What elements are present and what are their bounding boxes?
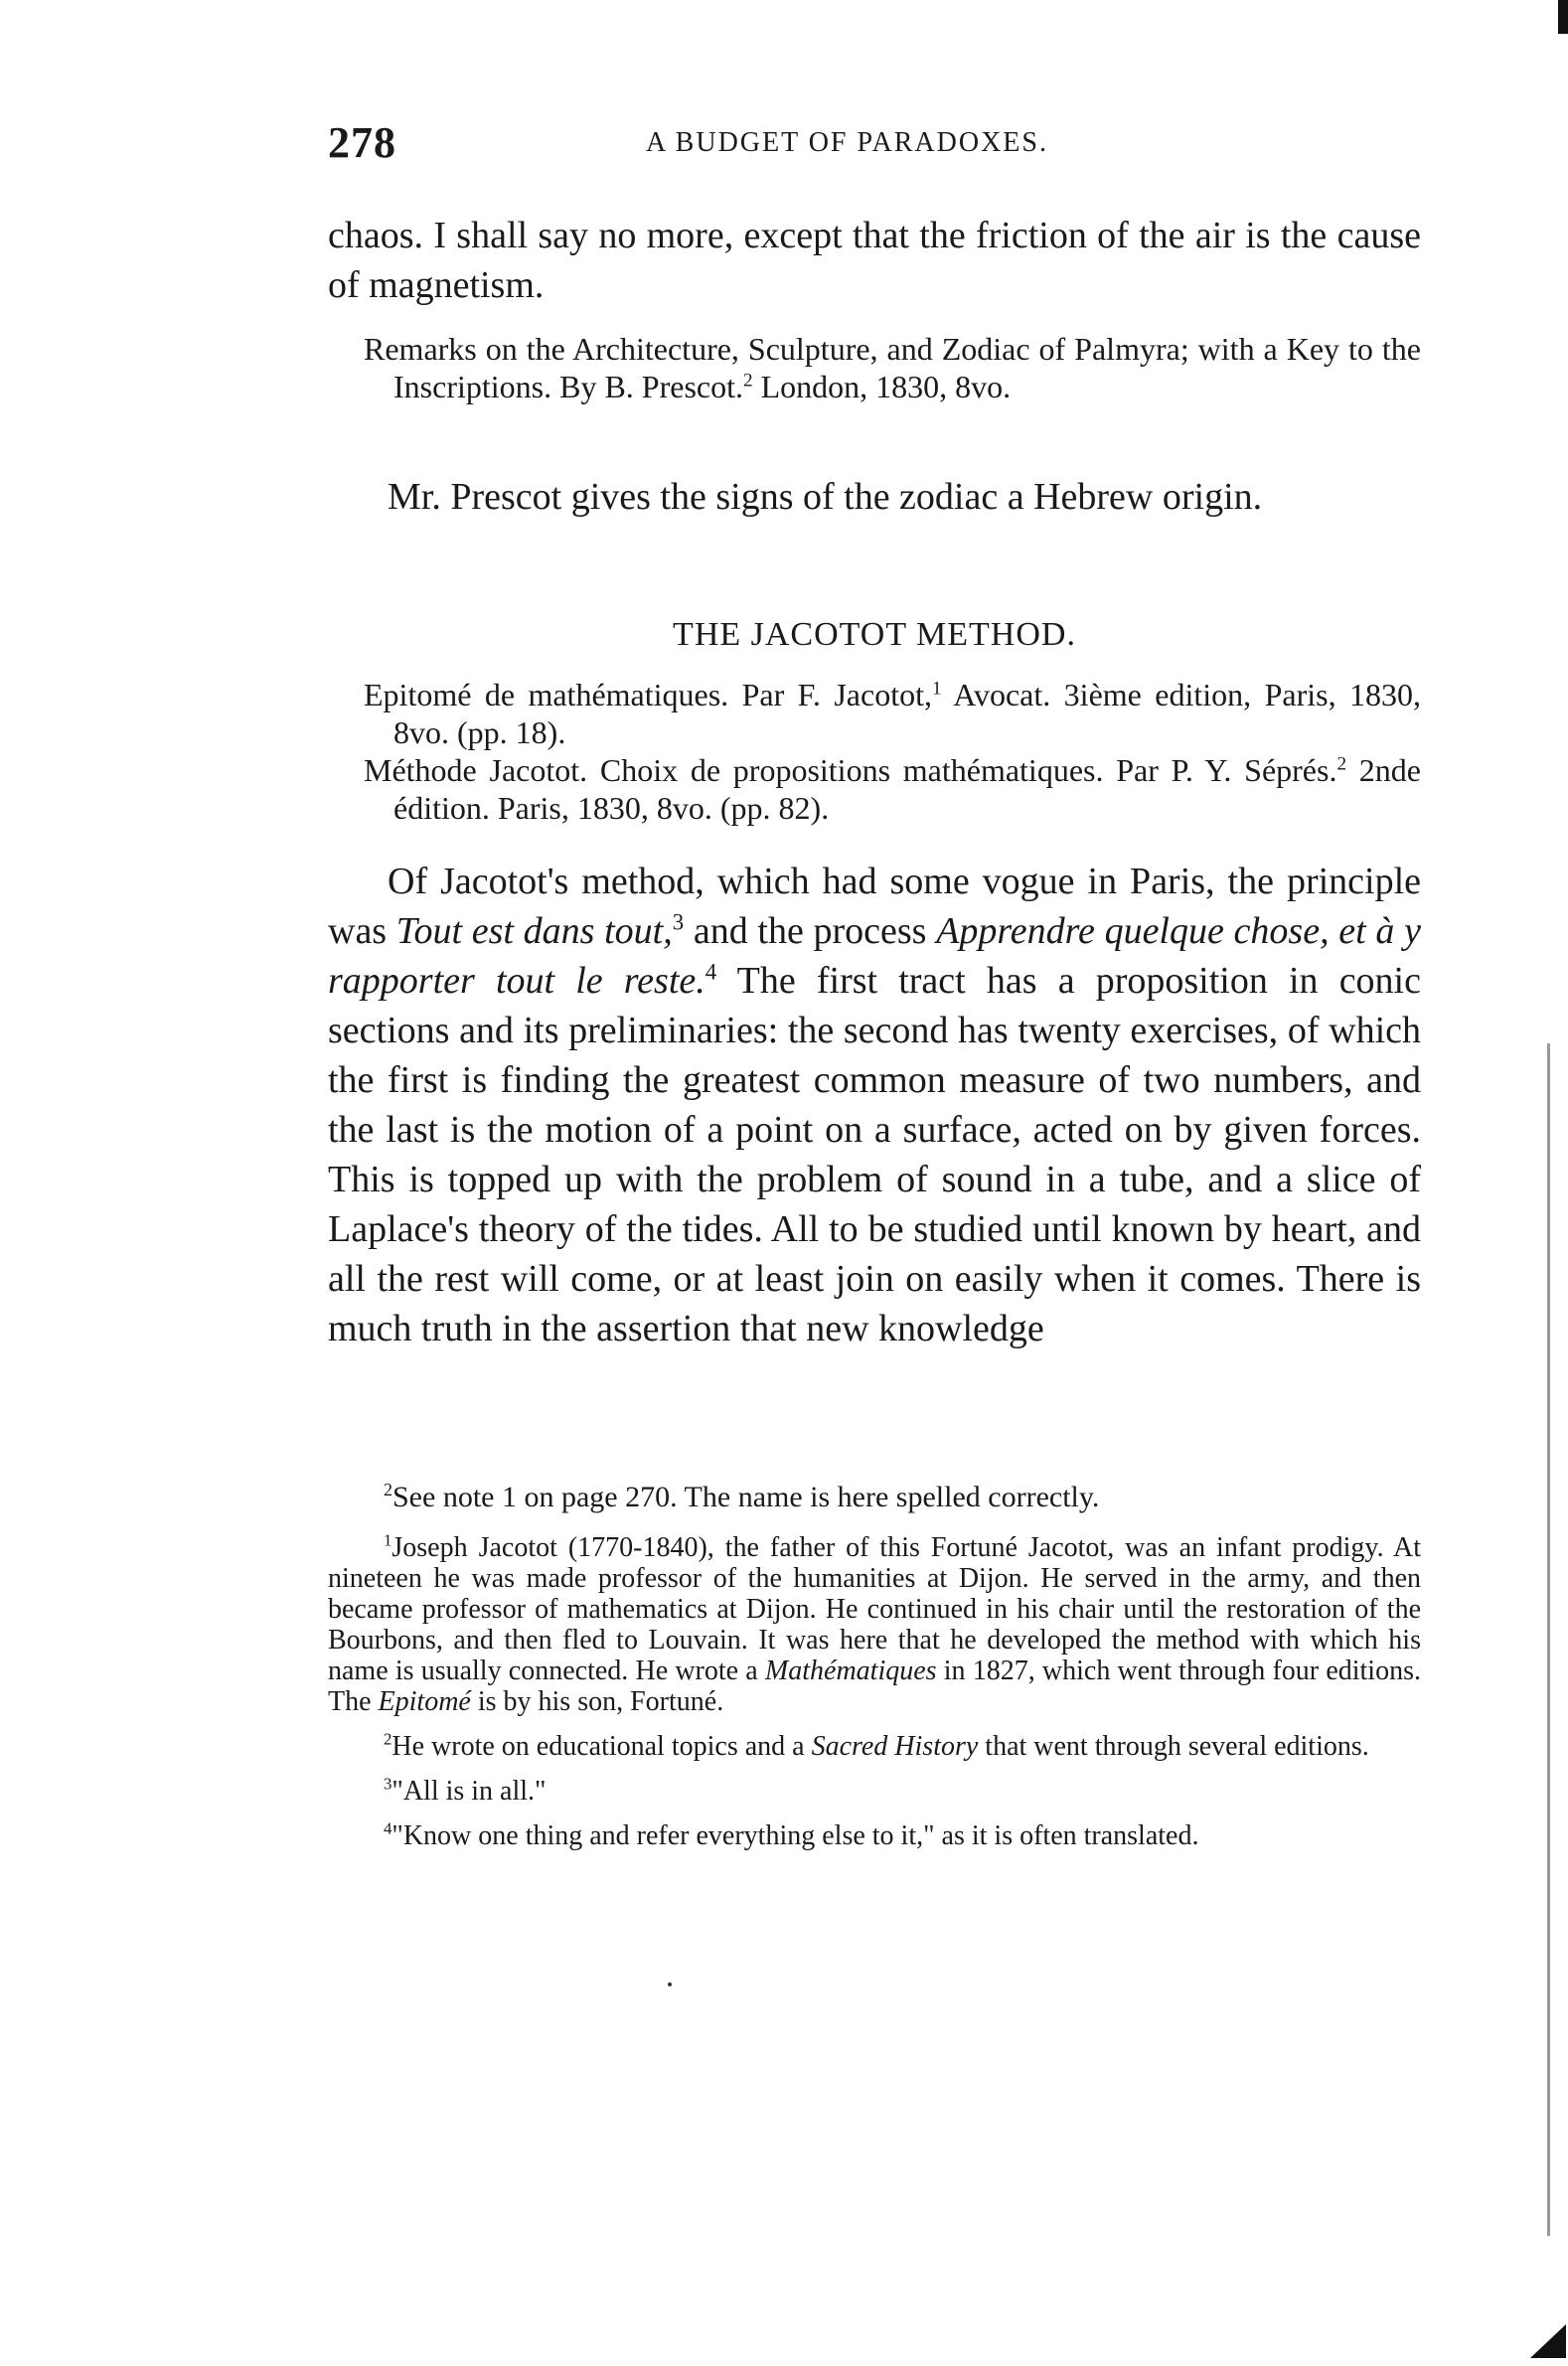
- bibliography-jacotot: [328, 676, 1421, 827]
- scan-speck: [668, 1982, 672, 1986]
- italic-phrase: Tout est dans tout,: [395, 910, 673, 952]
- bib-entry-epitome: Epitomé de mathématiques. Par F. Jacotot,$^1$ Avocat. 3ième edition, Paris, 1830, 8vo. (pp. 18).: [364, 677, 1422, 750]
- section-heading: THE JACOTOT METHOD.: [673, 616, 1076, 653]
- footnote-c: $^2$He wrote on educational topics and a Sacred History that went through several editions.: [384, 1729, 1369, 1762]
- bibliography-prescot: [328, 330, 1421, 405]
- scan-margin-line: [1547, 1043, 1550, 2236]
- running-head: A BUDGET OF PARADOXES.: [646, 127, 1048, 158]
- italic-phrase: Apprendre quelque chose, et à y rapporter tout le reste.: [328, 910, 1421, 1002]
- footnote-e: $^4$"Know one thing and refer everything else to it," as it is often translated.: [384, 1818, 1199, 1851]
- page-number: 278: [328, 118, 396, 167]
- footnote-ref: 4: [705, 959, 717, 985]
- footnote-ref: 3: [672, 909, 685, 935]
- section-heading-block: [328, 616, 1421, 654]
- footnote-d: $^3$"All is in all.": [384, 1774, 547, 1807]
- page-header: [328, 117, 1421, 167]
- scan-edge-mark: [1558, 0, 1568, 34]
- paragraph-prescot-block: [328, 472, 1421, 522]
- bib-entry-palmyra: Remarks on the Architecture, Sculpture, and Zodiac of Palmyra; with a Key to the Inscriptions. By B. Prescot.$^2$ London, 1830, 8vo.: [364, 331, 1421, 404]
- footnotes: [328, 1481, 1421, 1851]
- paragraph-prescot: Mr. Prescot gives the signs of the zodiac a Hebrew origin.: [388, 476, 1263, 518]
- footnote-ref: 1: [931, 678, 942, 700]
- scan-corner-mark: [1530, 2324, 1566, 2358]
- footnote-ref: 2: [742, 370, 753, 392]
- paragraph-jacotot-block: [328, 857, 1421, 1353]
- main-text-block: [328, 211, 1421, 310]
- footnote-ref: 2: [1336, 753, 1347, 775]
- paragraph-jacotot-method: Of Jacotot's method, which had some vogue in Paris, the principle was Tout est dans tout,$^3$ and the process Apprendre quelque chose, et à y rapporter tout le reste.$^4$ The first tract has a proposition in conic sections and its preliminaries: the second has twenty exercises, of which the first is finding the greatest common measure of two numbers, and the last is the motion of a point on a surface, acted on by given forces. This is topped up with the problem of sound in a tube, and a slice of Laplace's theory of the tides. All to be studied until known by heart, and all the rest will come, or at least join on easily when it comes. There is much truth in the assertion that new knowledge: [328, 861, 1421, 1349]
- footnote-a: $^2$See note 1 on page 270. The name is here spelled correctly.: [384, 1480, 1100, 1513]
- footnote-b: $^1$Joseph Jacotot (1770-1840), the father of this Fortuné Jacotot, was an infant prodigy. At nineteen he was made professor of the humanities at Dijon. He served in the army, and then became professor of mathematics at Dijon. He continued in his chair until the restoration of the Bourbons, and then fled to Louvain. It was here that he developed the method with which his name is usually connected. He wrote a Mathématiques in 1827, which went through four editions. The Epitomé is by his son, Fortuné.: [328, 1530, 1421, 1717]
- paragraph-chaos: chaos. I shall say no more, except that the friction of the air is the cause of magnetism.: [328, 215, 1421, 306]
- bib-entry-methode: Méthode Jacotot. Choix de propositions mathématiques. Par P. Y. Séprés.$^2$ 2nde édition. Paris, 1830, 8vo. (pp. 82).: [364, 752, 1422, 826]
